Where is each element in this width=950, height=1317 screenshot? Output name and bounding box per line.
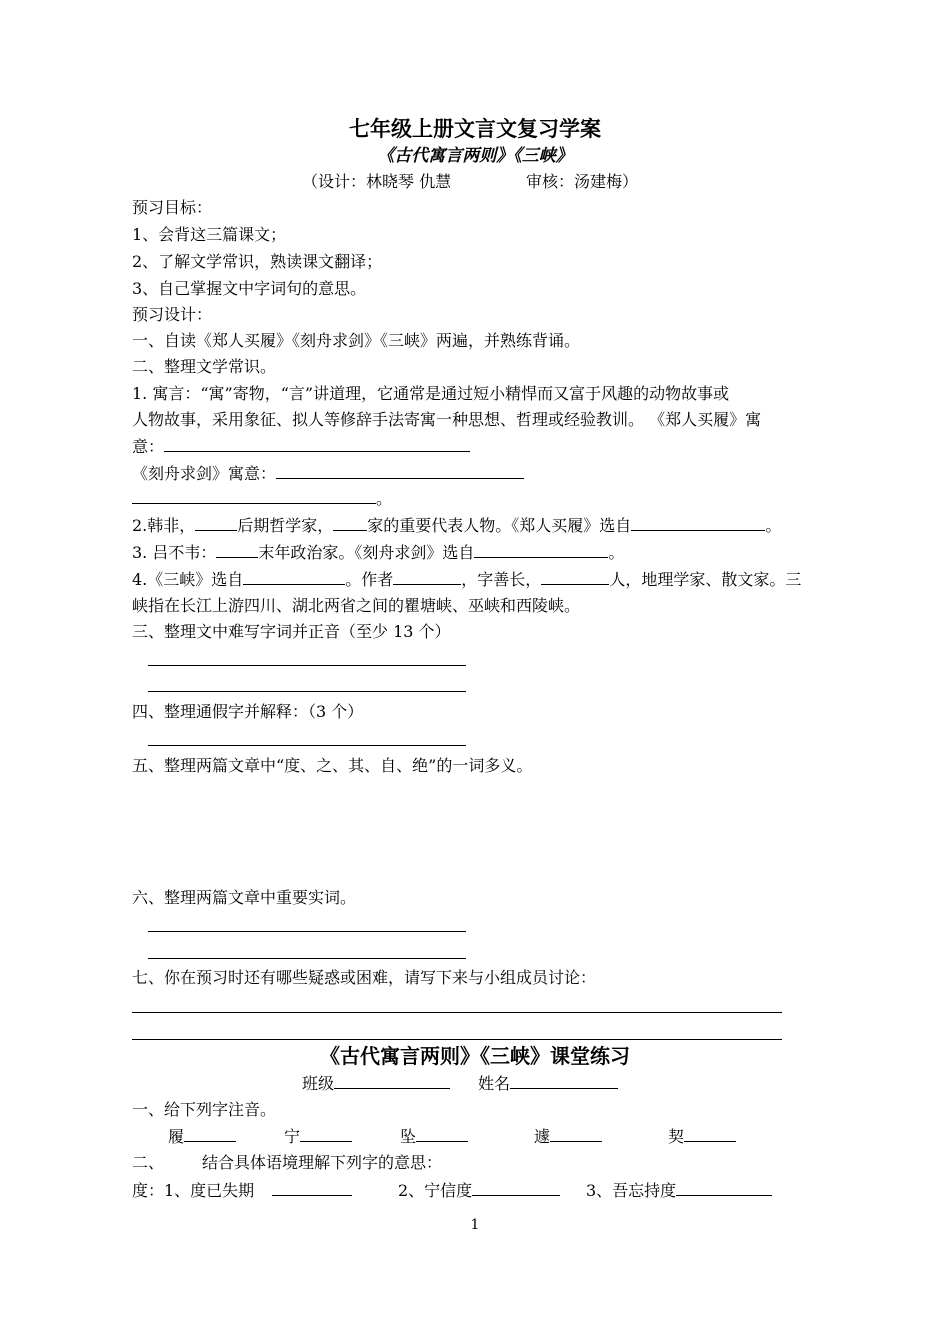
phonetic-item: 契 (668, 1126, 736, 1147)
answer-blank[interactable] (393, 569, 461, 585)
answer-blank[interactable] (472, 1180, 560, 1196)
answer-blank[interactable] (550, 1126, 602, 1142)
answer-line[interactable] (148, 931, 466, 932)
fable-definition-line: 1. 寓言：“寓”寄物，“言”讲道理，它通常是通过短小精悍而又富于风趣的动物故事或 (132, 384, 730, 403)
goal-item: 2、了解文学常识，熟读课文翻译； (132, 252, 383, 271)
phonetic-item: 遽 (534, 1126, 602, 1147)
section-2-number: 二、 (132, 1153, 165, 1172)
answer-line[interactable] (148, 665, 466, 666)
du-item: 2、宁信度 (398, 1180, 560, 1201)
question-7: 七、你在预习时还有哪些疑惑或困难，请写下来与小组成员讨论： (132, 968, 597, 987)
fable-definition-line: 人物故事，采用象征、拟人等修辞手法寄寓一种思想、哲理或经验教训。 《郑人买履》寓 (132, 410, 762, 429)
answer-blank[interactable] (132, 488, 376, 504)
section-1: 一、给下列字注音。 (132, 1100, 277, 1119)
review-credit: 审核：汤建梅） (526, 172, 639, 191)
question-1: 一、自读《郑人买履》《刻舟求剑》《三峡》两遍，并熟练背诵。 (132, 331, 581, 350)
hanfei-line: 2.韩非， 后期哲学家， 家的重要代表人物。《郑人买履》选自 。 (132, 516, 782, 535)
answer-blank[interactable] (272, 1180, 352, 1196)
goal-item: 3、自己掌握文中字词句的意思。 (132, 279, 367, 298)
phonetic-item: 坠 (400, 1126, 468, 1147)
page-number: 1 (470, 1217, 480, 1233)
answer-blank[interactable] (684, 1126, 736, 1142)
class-blank[interactable] (334, 1073, 450, 1089)
du-item: 度：1、度已失期 (132, 1180, 352, 1201)
answer-line[interactable] (132, 1012, 782, 1013)
answer-blank[interactable] (184, 1126, 236, 1142)
answer-line[interactable] (132, 1039, 782, 1040)
document-title: 七年级上册文言文复习学案 (349, 116, 601, 141)
name-blank[interactable] (510, 1073, 618, 1089)
fable-meaning-label: 意： (132, 436, 470, 457)
answer-blank[interactable] (195, 515, 237, 531)
sanxia-line-2: 峡指在长江上游四川、湖北两省之间的瞿塘峡、巫峡和西陵峡。 (132, 596, 581, 615)
question-5: 五、整理两篇文章中“度、之、其、自、绝”的一词多义。 (132, 756, 533, 775)
goal-item: 1、会背这三篇课文； (132, 225, 287, 244)
class-name-row: 班级 姓名 (302, 1073, 618, 1094)
answer-line[interactable] (148, 691, 466, 692)
sanxia-line: 4.《三峡》选自 。作者 ，字善长， 人，地理学家、散文家。三 (132, 570, 802, 589)
practice-title: 《古代寓言两则》《三峡》课堂练习 (320, 1044, 630, 1068)
answer-blank[interactable] (541, 569, 609, 585)
goals-heading: 预习目标： (132, 198, 213, 217)
design-heading: 预习设计： (132, 305, 213, 324)
question-2: 二、整理文学常识。 (132, 357, 277, 376)
phonetic-item: 宁 (284, 1126, 352, 1147)
answer-blank[interactable] (276, 463, 524, 479)
answer-line[interactable] (148, 958, 466, 959)
document-subtitle: 《古代寓言两则》《三峡》 (377, 146, 573, 166)
answer-blank[interactable] (474, 542, 608, 558)
question-3: 三、整理文中难写字词并正音（至少 13 个） (132, 622, 451, 641)
answer-blank[interactable] (243, 569, 345, 585)
kezhou-continuation: 。 (132, 488, 392, 509)
answer-line[interactable] (148, 745, 466, 746)
section-2-text: 结合具体语境理解下列字的意思： (202, 1153, 443, 1172)
answer-blank[interactable] (416, 1126, 468, 1142)
answer-blank[interactable] (333, 515, 367, 531)
question-6: 六、整理两篇文章中重要实词。 (132, 888, 357, 907)
answer-blank[interactable] (676, 1180, 772, 1196)
answer-blank[interactable] (631, 515, 765, 531)
answer-blank[interactable] (300, 1126, 352, 1142)
answer-blank[interactable] (164, 436, 470, 452)
design-credit: （设计：林晓琴 仇慧 (302, 172, 452, 191)
lubuwei-line: 3. 吕不韦： 末年政治家。《刻舟求剑》选自 。 (132, 543, 625, 562)
kezhou-meaning-label: 《刻舟求剑》寓意： (132, 463, 524, 484)
question-4: 四、整理通假字并解释：（3 个） (132, 702, 364, 721)
phonetic-item: 履 (168, 1126, 236, 1147)
du-item: 3、吾忘持度 (586, 1180, 772, 1201)
answer-blank[interactable] (216, 542, 258, 558)
